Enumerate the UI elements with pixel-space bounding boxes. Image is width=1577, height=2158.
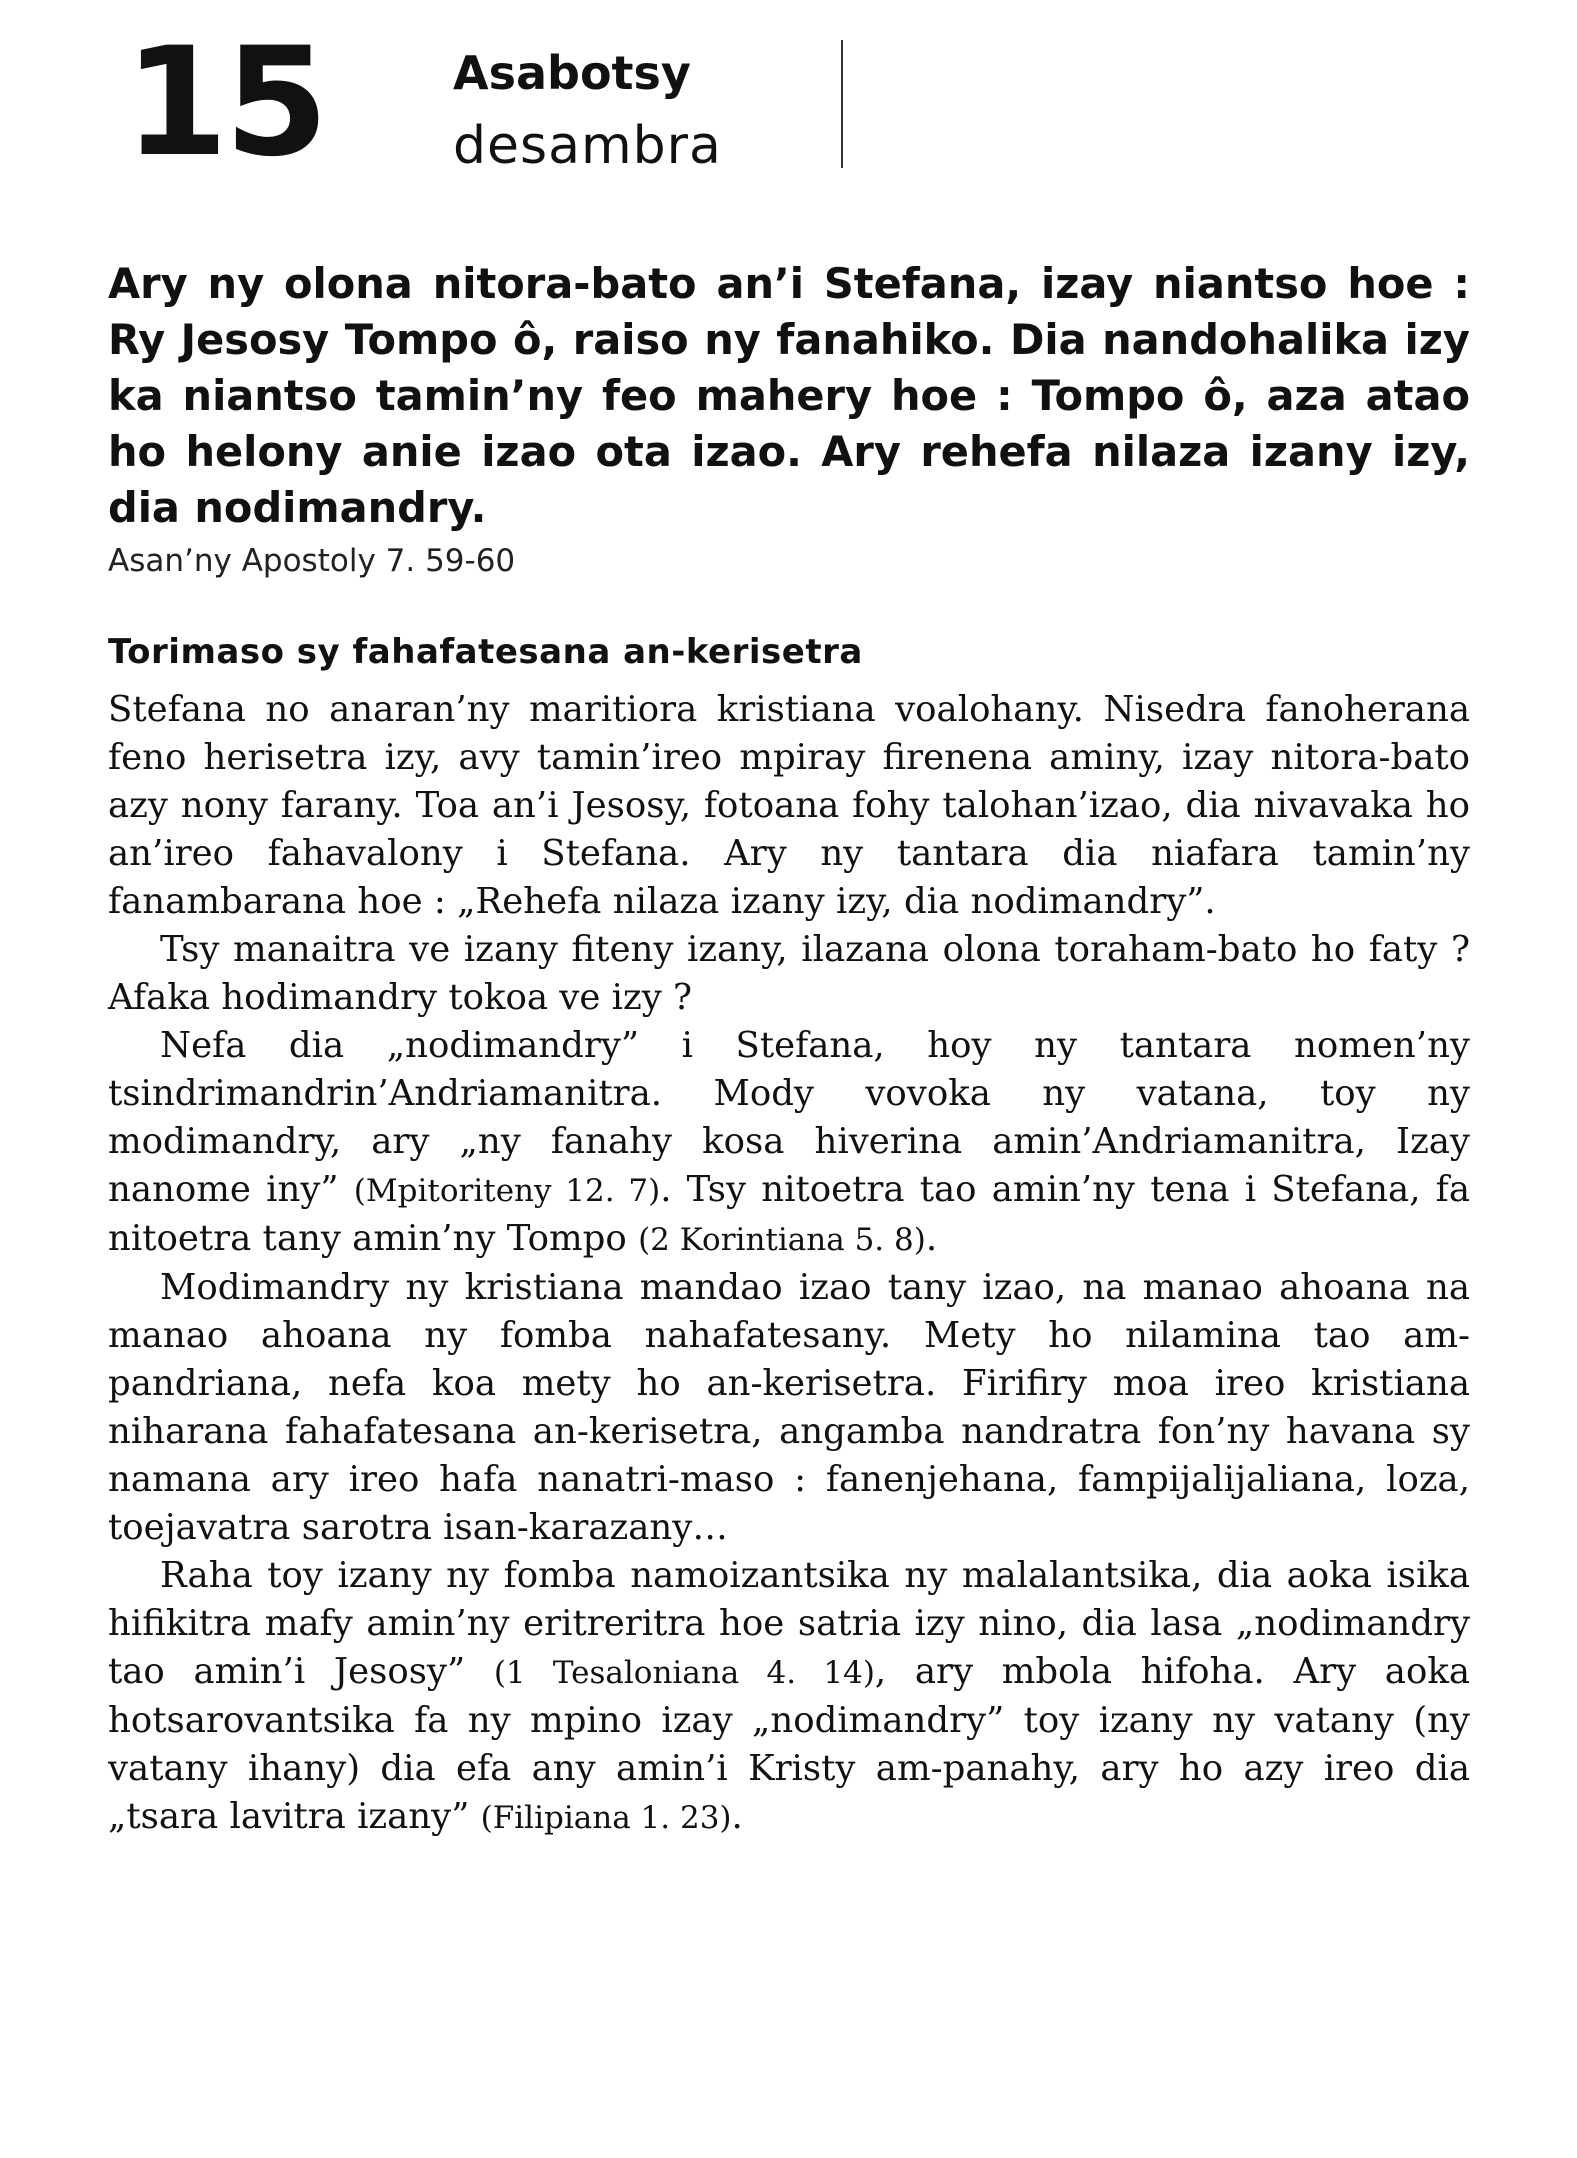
header-divider: [841, 40, 843, 168]
paragraph-1: Stefana no anaran’ny maritiora kristiana voalohany. Nisedra fanoherana feno herisetra izy, avy tamin’ireo mpiray firenena aminy, izay nitora-bato azy nony farany. Toa an’i Jesosy, fotoana fohy talohan’izao, dia nivavaka ho an’ireo fahavalony i Stefana. Ary ny tantara dia niafara tamin’ny fanambarana hoe : „Rehefa nilaza izany izy, dia nodimandry”.: [108, 689, 1470, 922]
paragraph-5-text-c: .: [731, 1796, 743, 1837]
scripture-ref-mpitoriteny: (Mpitoriteny 12. 7): [353, 1173, 661, 1209]
verse-reference: Asan’ny Apostoly 7. 59-60: [108, 543, 516, 579]
paragraph-4: Modimandry ny kristiana mandao izao tany izao, na manao ahoana na manao ahoana ny fomba nahafatesany. Mety ho nilamina tao am-pandriana, nefa koa mety ho an-kerisetra. Firifiry moa ireo kristiana niharana fahafatesana an-kerisetra, angamba nandratra fon’ny havana sy namana ary ireo hafa nanatri-maso : fanenjehana, fampijalijaliana, loza, toejavatra sarotra isan-karazany…: [108, 1267, 1470, 1548]
weekday-label: Asabotsy: [453, 46, 691, 100]
devotional-page: [108, 16, 1471, 1842]
scripture-ref-tesaloniana: (1 Tesaloniana 4. 14): [493, 1655, 875, 1691]
paragraph-3-text-c: .: [925, 1218, 938, 1259]
paragraph-3-text-a: Nefa dia „nodimandry” i Stefana, hoy ny tantara nomen’ny tsindrimandrin’Andriamanitra. Mody vovoka ny vatana, toy ny modimandry, ary „ny fanahy kosa hiverina amin’Andriamanitra, Izay nanome iny”: [108, 1025, 1470, 1210]
day-number: 15: [124, 16, 325, 190]
date-header: [108, 16, 1470, 190]
paragraph-5-text-b: , ary mbola hifoha. Ary aoka hotsarovantsika fa ny mpino izay „nodimandry” toy izany ny vatany (ny vatany ihany) dia efa any amin’i Kristy am-panahy, ary ho azy ireo dia „tsara lavitra izany”: [108, 1651, 1471, 1837]
body-text: [108, 686, 1470, 1842]
scripture-ref-filipiana: (Filipiana 1. 23): [480, 1800, 732, 1836]
paragraph-5-text-a: Raha toy izany ny fomba namoizantsika ny malalantsika, dia aoka isika hifikitra mafy amin’ny eritreritra hoe satria izy nino, dia lasa „nodimandry tao amin’i Jesosy”: [108, 1555, 1470, 1692]
scripture-ref-korintiana: (2 Korintiana 5. 8): [638, 1222, 926, 1258]
paragraph-2: Tsy manaitra ve izany fiteny izany, ilazana olona toraham-bato ho faty ? Afaka hodimandry tokoa ve izy ?: [108, 929, 1470, 1018]
paragraph-3: [108, 1022, 1470, 1264]
paragraph-5: [108, 1552, 1470, 1842]
bible-verse: Ary ny olona nitora-bato an’i Stefana, izay niantso hoe : Ry Jesosy Tompo ô, raiso ny fanahiko. Dia nandohalika izy ka niantso tamin’ny feo mahery hoe : Tompo ô, aza atao ho helony anie izao ota izao. Ary rehefa nilaza izany izy, dia nodimandry.: [108, 259, 1470, 532]
month-label: desambra: [453, 116, 722, 176]
paragraph-3-text-b: . Tsy nitoetra tao amin’ny tena i Stefana, fa nitoetra tany amin’ny Tompo: [108, 1169, 1470, 1259]
section-title: Torimaso sy fahafatesana an-kerisetra: [108, 632, 863, 672]
